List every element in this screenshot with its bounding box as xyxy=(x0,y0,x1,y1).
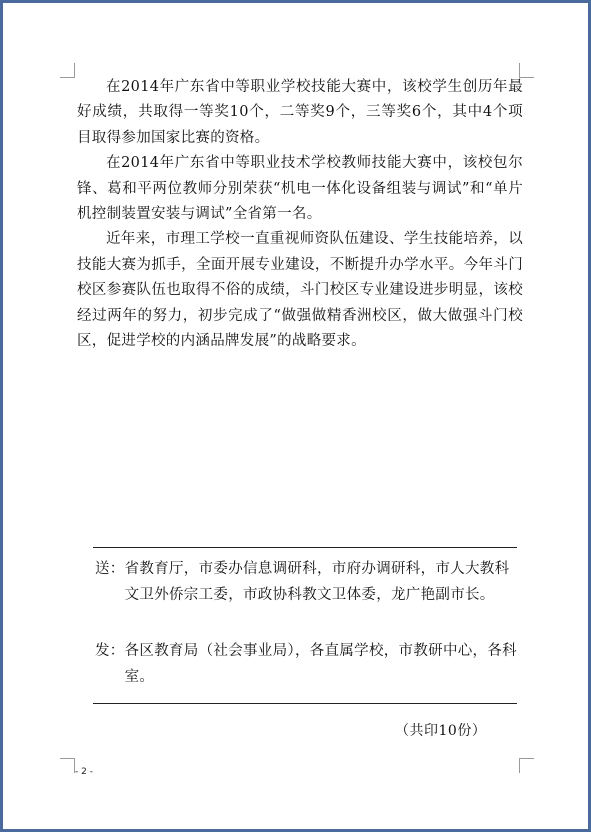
paragraph-teacher-awards: 在2014年广东省中等职业技术学校教师技能大赛中，该校包尔锋、葛和平两位教师分别荣获“机电一体化设备组装与调试”和“单片机控制装置安装与调试”全省第一名。 xyxy=(77,155,523,223)
send-recipients: 省教育厅，市委办信息调研科，市府办调研科，市人大教科文卫外侨宗工委，市政协科教文卫体委，龙广艳副市长。 xyxy=(124,561,510,603)
distribution-bottom-rule xyxy=(93,703,517,704)
send-label: 送： xyxy=(95,561,125,577)
distribution-issue xyxy=(95,638,519,690)
body-text xyxy=(77,75,523,354)
distribution-top-rule xyxy=(93,547,517,548)
crop-mark-bottom-left xyxy=(60,758,75,773)
distribution-send xyxy=(95,556,519,608)
page-number: - 2 - xyxy=(75,767,93,777)
issue-label: 发： xyxy=(95,643,125,659)
print-copies: （共印10份） xyxy=(395,723,487,739)
paragraph-school-development: 近年来，市理工学校一直重视师资队伍建设、学生技能培养，以技能大赛为抓手，全面开展专业建设，不断提升办学水平。今年斗门校区参赛队伍也取得不俗的成绩，斗门校区专业建设进步明显，该校经过两年的努力，初步完成了“做强做精香洲校区，做大做强斗门校区，促进学校的内涵品牌发展”的战略要求。 xyxy=(77,231,523,350)
issue-recipients: 各区教育局（社会事业局），各直属学校，市教研中心，各科室。 xyxy=(124,643,517,685)
paragraph-student-awards: 在2014年广东省中等职业学校技能大赛中，该校学生创历年最好成绩，共取得一等奖10个，二等奖9个，三等奖6个，其中4个项目取得参加国家比赛的资格。 xyxy=(77,79,523,146)
crop-mark-top-left xyxy=(60,63,75,78)
crop-mark-bottom-right xyxy=(519,758,534,773)
